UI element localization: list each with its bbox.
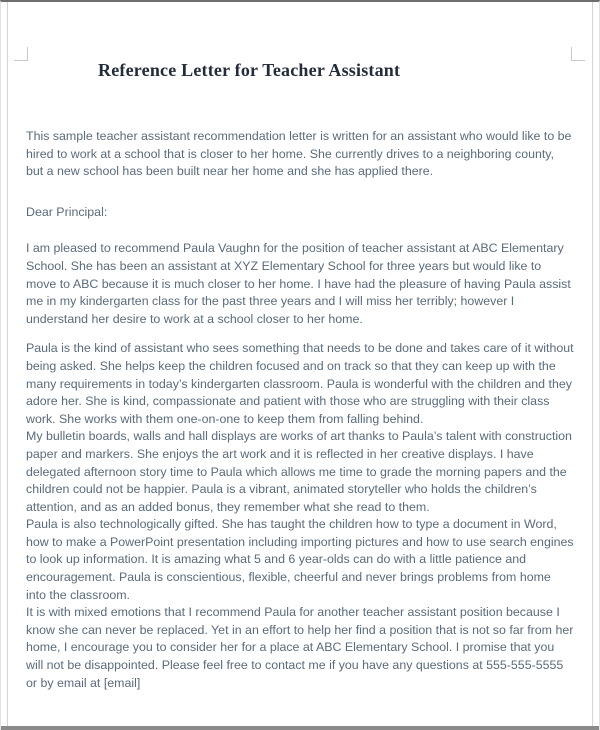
page-right-rule	[592, 2, 593, 726]
opening-paragraph: I am pleased to recommend Paula Vaughn for the position of teacher assistant at ABC Elementary School. She has been an assistant at XYZ Elementary School for three years but would like to move to ABC because it is much closer to her home. I have had the pleasure of having Paula assist me in my kindergarten class for the past three years and I will miss her terribly; however I understand her desire to work at a school closer to her home.	[26, 241, 571, 326]
body-paragraph-2: My bulletin boards, walls and hall displays are works of art thanks to Paula’s talent with construction paper and markers. She enjoys the art work and it is reflected in her creative displays. I have delegated afternoon story time to Paula which allows me time to grade the morning papers and the children could not be happier. Paula is a vibrant, animated storyteller who holds the children’s attention, and as an added bonus, they remember what she read to them.	[26, 429, 572, 514]
page-left-rule	[7, 2, 8, 726]
salutation: Dear Principal:	[26, 204, 108, 219]
body-paragraph-block	[26, 340, 574, 692]
body-paragraph-4: It is with mixed emotions that I recommend Paula for another teacher assistant position because I know she can never be replaced. Yet in an effort to help her find a position that is not so far from her home, I encourage you to consider her for a place at ABC Elementary School. I promise that you will not be disappointed. Please feel free to contact me if you have any questions at 555-555-5555 or by email at [email]	[26, 605, 574, 690]
body-paragraph-1: Paula is the kind of assistant who sees something that needs to be done and takes care of it without being asked. She helps keep the children focused and on track so that they can keep up with the many requirements in today’s kindergarten classroom. Paula is wonderful with the children and they adore her. She is kind, compassionate and patient with those who are struggling with their class work. She works with them one-on-one to keep them from falling behind.	[26, 341, 574, 426]
margin-corner-right-icon	[571, 47, 585, 61]
margin-corner-left-icon	[14, 47, 28, 61]
document-title: Reference Letter for Teacher Assistant	[98, 60, 401, 80]
intro-paragraph: This sample teacher assistant recommendation letter is written for an assistant who would like to be hired to work at a school that is closer to her home. She currently drives to a neighboring county, but a new school has been built near her home and she has applied there.	[26, 129, 572, 179]
body-paragraph-3: Paula is also technologically gifted. She has taught the children how to type a document in Word, how to make a PowerPoint presentation including importing pictures and how to use search engines to look up information. It is amazing what 5 and 6 year-olds can do with a little patience and encouragement. Paula is conscientious, flexible, cheerful and never brings problems from home into the classroom.	[26, 517, 574, 602]
letter-body	[26, 128, 574, 692]
page-bottom-border	[1, 726, 599, 730]
